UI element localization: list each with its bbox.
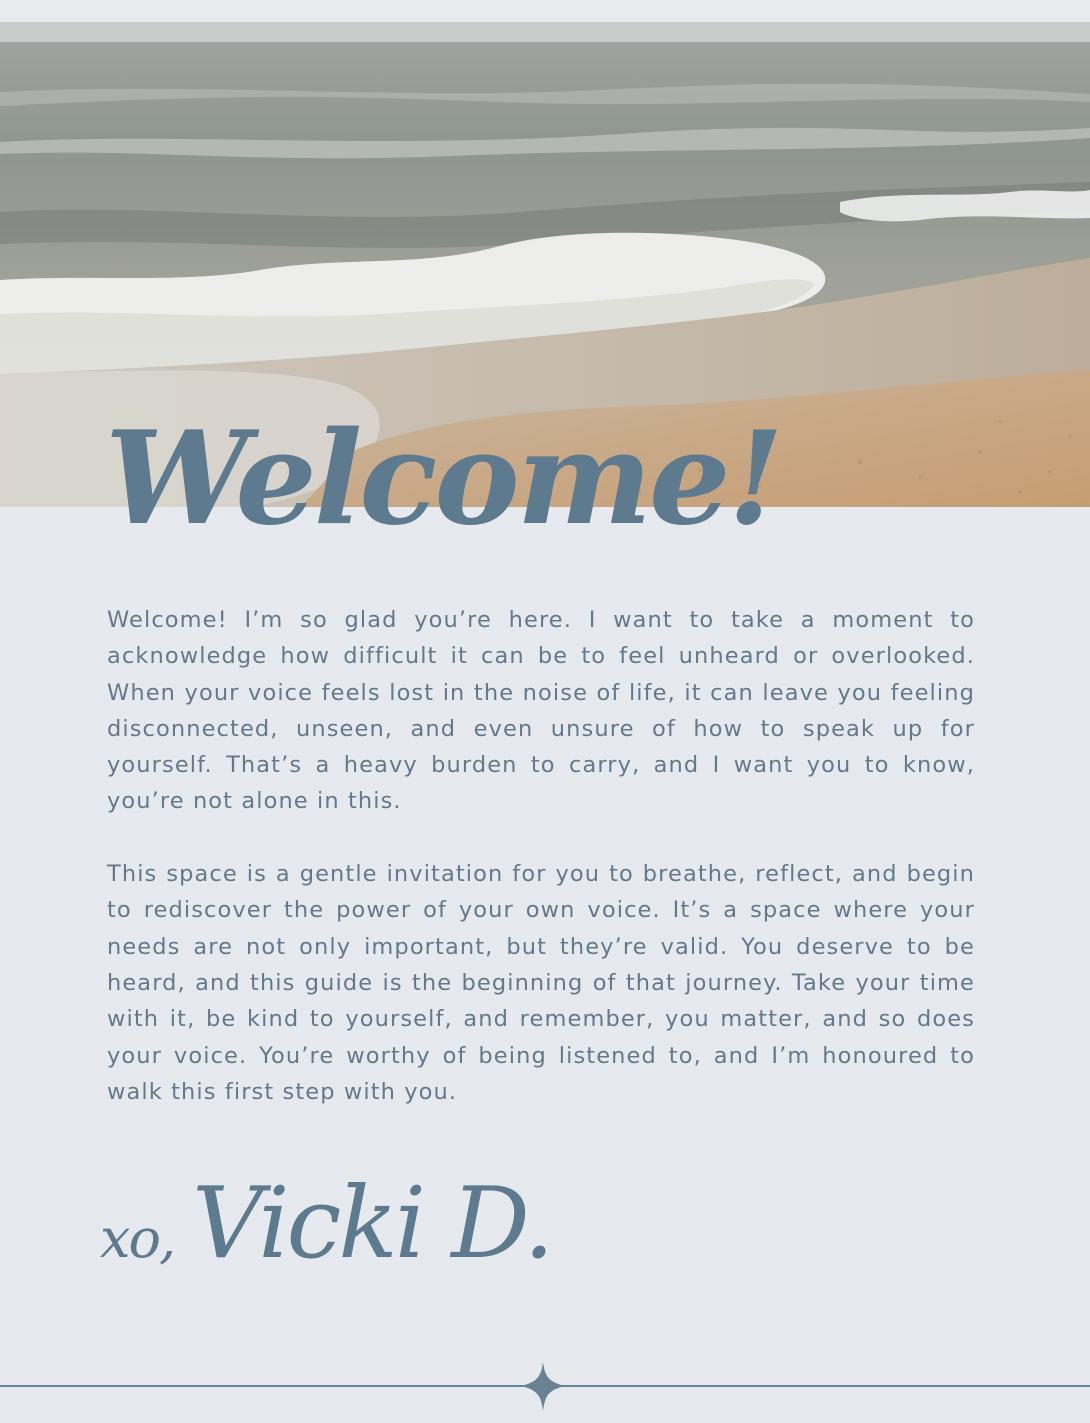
signature-xo: xo,: [100, 1207, 175, 1270]
footer-divider: [0, 1355, 1090, 1415]
signature: [100, 1167, 552, 1281]
letter-paragraph-2: This space is a gentle invitation for you to breathe, reflect, and begin to rediscover the power of your own voice. It’s a space where your needs are not only important, but they’re valid. You deserve to be heard, and this guide is the beginning of that journey. Take your time with it, be kind to yourself, and remember, you matter, and so does your voice. You’re worthy of being listened to, and I’m honoured to walk this first step with you.: [107, 861, 975, 1105]
top-margin-strip: [0, 0, 1090, 22]
welcome-letter: [107, 602, 975, 1146]
four-point-star-icon: [521, 1362, 565, 1411]
letter-paragraph-1: Welcome! I’m so glad you’re here. I want to take a moment to acknowledge how difficult it can be to feel unheard or overlooked. When your voice feels lost in the noise of life, it can leave you feeling disconnected, unseen, and even unsure of how to speak up for yourself. That’s a heavy burden to carry, and I want you to know, you’re not alone in this.: [107, 607, 975, 815]
signature-name: Vicki D.: [192, 1167, 552, 1281]
welcome-heading: Welcome!: [105, 404, 781, 554]
